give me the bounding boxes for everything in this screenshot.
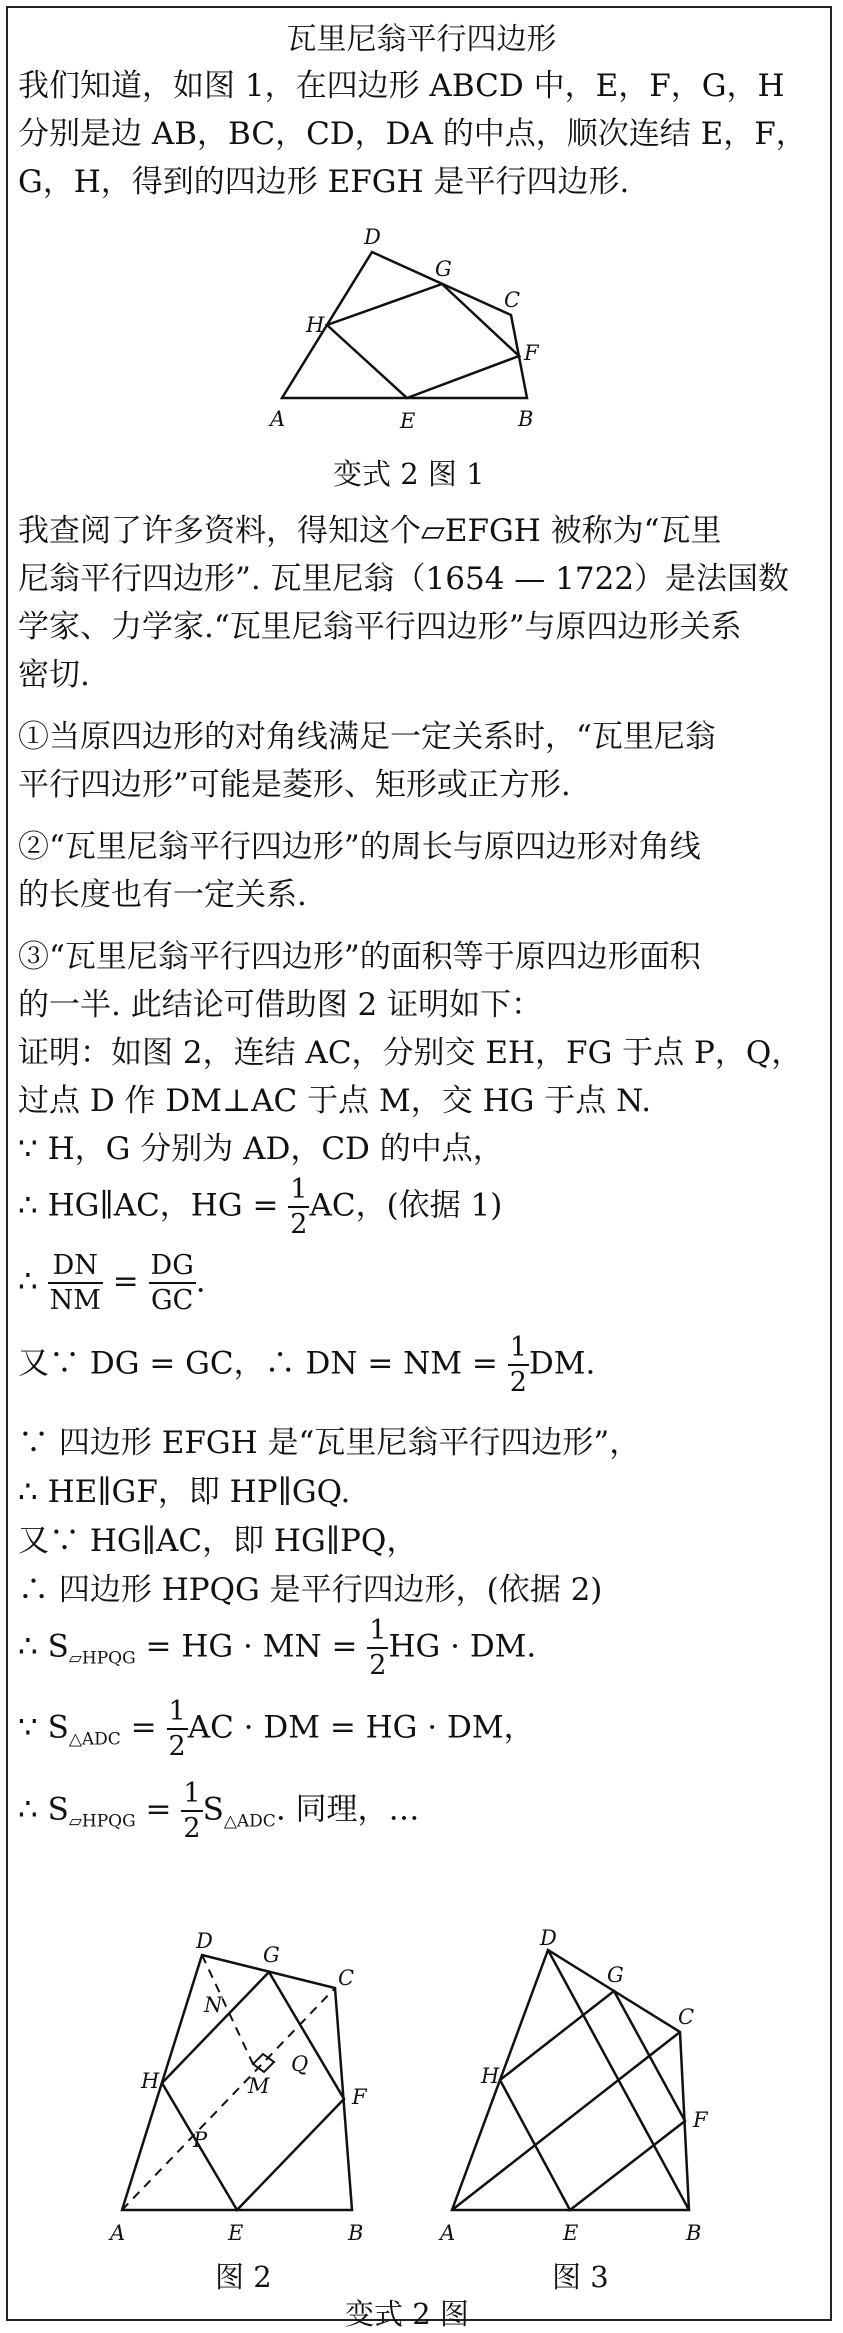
proof-intro-3: ∵ H，G 分别为 AD，CD 的中点， (18, 1131, 504, 1167)
intro-line-2: 分别是边 AB，BC，CD，DA 的中点，顺次连结 E，F， (18, 116, 807, 152)
fraction-denominator: 2 (509, 1367, 527, 1398)
fig1-label-h: H (306, 313, 325, 337)
fig3-label-d: D (540, 1926, 557, 1950)
fraction-numerator: DG (149, 1252, 196, 1284)
para-line-5: ①当原四边形的对角线满足一定关系时，“瓦里尼翁 (18, 719, 716, 755)
fig1-label-e: E (400, 409, 416, 433)
fraction-denominator: 2 (168, 1731, 186, 1762)
proof-l2-b: . (195, 1263, 206, 1300)
proof-l10-c: S (202, 1791, 224, 1828)
proof-line-7: ∴ 四边形 HPQG 是平行四边形，(依据 2) (18, 1572, 603, 1608)
fig2-label-n: N (204, 1993, 223, 2017)
proof-l8-b: = HG · MN = (135, 1628, 368, 1665)
proof-l10-b: = (135, 1791, 182, 1828)
para-line-2: 尼翁平行四边形”. 瓦里尼翁（1654 — 1722）是法国数 (18, 561, 790, 597)
fig2-label-m: M (248, 2074, 270, 2098)
fig3-label-h: H (481, 2064, 500, 2088)
fig3-caption: 图 3 (552, 2260, 609, 2294)
fig2-label-q: Q (291, 2052, 309, 2076)
proof-intro-2: 过点 D 作 DM⊥AC 于点 M，交 HG 于点 N. (18, 1083, 652, 1119)
intro-line-3: G，H，得到的四边形 EFGH 是平行四边形. (18, 164, 630, 200)
subscript-adc: △ADC (68, 1729, 121, 1750)
para-line-3: 学家、力学家.“瓦里尼翁平行四边形”与原四边形关系 (18, 609, 742, 645)
page-title: 瓦里尼翁平行四边形 (286, 22, 557, 57)
fraction-denominator: 2 (369, 1650, 387, 1681)
intro-line-1: 我们知道，如图 1，在四边形 ABCD 中，E，F，G，H (18, 68, 785, 104)
fig2-label-c: C (338, 1966, 355, 1990)
fig2-label-p: P (193, 2128, 208, 2152)
fig3-diagonal-ac (452, 2032, 680, 2210)
fraction-numerator: 1 (181, 1780, 202, 1812)
proof-l3-a: 又∵ DG = GC，∴ DN = NM = (18, 1345, 508, 1382)
para-line-4: 密切. (18, 657, 90, 693)
para-line-6: 平行四边形”可能是菱形、矩形或正方形. (18, 767, 571, 803)
fraction-denominator: GC (151, 1285, 194, 1316)
proof-l2-a: ∴ (18, 1263, 48, 1300)
bottom-caption: 变式 2 图 (345, 2297, 469, 2331)
proof-l8-c: HG · DM. (388, 1628, 537, 1665)
proof-intro-1: 证明：如图 2，连结 AC，分别交 EH，FG 于点 P，Q， (18, 1035, 803, 1071)
fig1-label-a: A (270, 407, 286, 431)
fig2-label-e: E (228, 2221, 244, 2245)
fig1-caption: 变式 2 图 1 (333, 457, 485, 491)
fraction-numerator: 1 (508, 1334, 529, 1366)
proof-line-5: ∴ HE∥GF，即 HP∥GQ. (18, 1474, 351, 1510)
fraction-denominator: 2 (290, 1209, 308, 1240)
para-line-10: 的一半. 此结论可借助图 2 证明如下： (18, 987, 543, 1023)
para-line-8: 的长度也有一定关系. (18, 877, 307, 913)
fig3-label-f: F (693, 2108, 708, 2132)
fig2-caption: 图 2 (215, 2260, 272, 2294)
fraction-denominator: NM (49, 1285, 101, 1316)
fig1-label-d: D (364, 225, 381, 249)
para-line-9: ③“瓦里尼翁平行四边形”的面积等于原四边形面积 (18, 939, 701, 975)
fig2-label-f: F (352, 2085, 367, 2109)
proof-l9-c: AC · DM = HG · DM， (187, 1709, 535, 1746)
subscript-hpqg: ▱HPQG (68, 1811, 136, 1832)
proof-l8-a: ∴ S (18, 1628, 69, 1665)
fig1-label-c: C (504, 288, 521, 312)
fraction-denominator: 2 (183, 1813, 201, 1844)
fig2-label-d: D (196, 1929, 213, 1953)
fraction-numerator: 1 (288, 1176, 309, 1208)
proof-l9-b: = (120, 1709, 167, 1746)
fig2-label-g: G (263, 1943, 280, 1967)
para-line-1: 我查阅了许多资料，得知这个▱EFGH 被称为“瓦里 (18, 513, 722, 549)
fig2-label-a: A (110, 2221, 126, 2245)
proof-l10-d: . 同理，… (275, 1791, 420, 1828)
fig3-label-e: E (563, 2221, 579, 2245)
para-line-7: ②“瓦里尼翁平行四边形”的周长与原四边形对角线 (18, 829, 701, 865)
subscript-hpqg: ▱HPQG (68, 1648, 136, 1669)
proof-l1-a: ∴ HG∥AC，HG = (18, 1187, 289, 1224)
fig3-label-b: B (686, 2221, 702, 2245)
fig3-label-c: C (678, 2005, 695, 2029)
proof-l9-a: ∵ S (18, 1709, 69, 1746)
fig3-label-a: A (440, 2221, 456, 2245)
fig1-label-g: G (435, 257, 452, 281)
proof-l1-b: AC，(依据 1) (309, 1187, 503, 1224)
proof-line-6: 又∵ HG∥AC，即 HG∥PQ， (18, 1523, 418, 1559)
subscript-adc: △ADC (223, 1811, 276, 1832)
fig2-label-b: B (348, 2221, 364, 2245)
fraction-numerator: 1 (367, 1617, 388, 1649)
fig3-label-g: G (607, 1963, 624, 1987)
proof-l3-b: DM. (528, 1345, 596, 1382)
proof-l2-eq: = (102, 1263, 149, 1300)
fig1-label-b: B (518, 407, 534, 431)
proof-l10-a: ∴ S (18, 1791, 69, 1828)
fraction-numerator: 1 (167, 1698, 188, 1730)
proof-line-4: ∵ 四边形 EFGH 是“瓦里尼翁平行四边形”， (18, 1425, 641, 1461)
fig2-label-h: H (141, 2069, 160, 2093)
fig1-label-f: F (524, 341, 539, 365)
fraction-numerator: DN (48, 1252, 103, 1284)
fig2-diagonal-ac (122, 1988, 335, 2210)
